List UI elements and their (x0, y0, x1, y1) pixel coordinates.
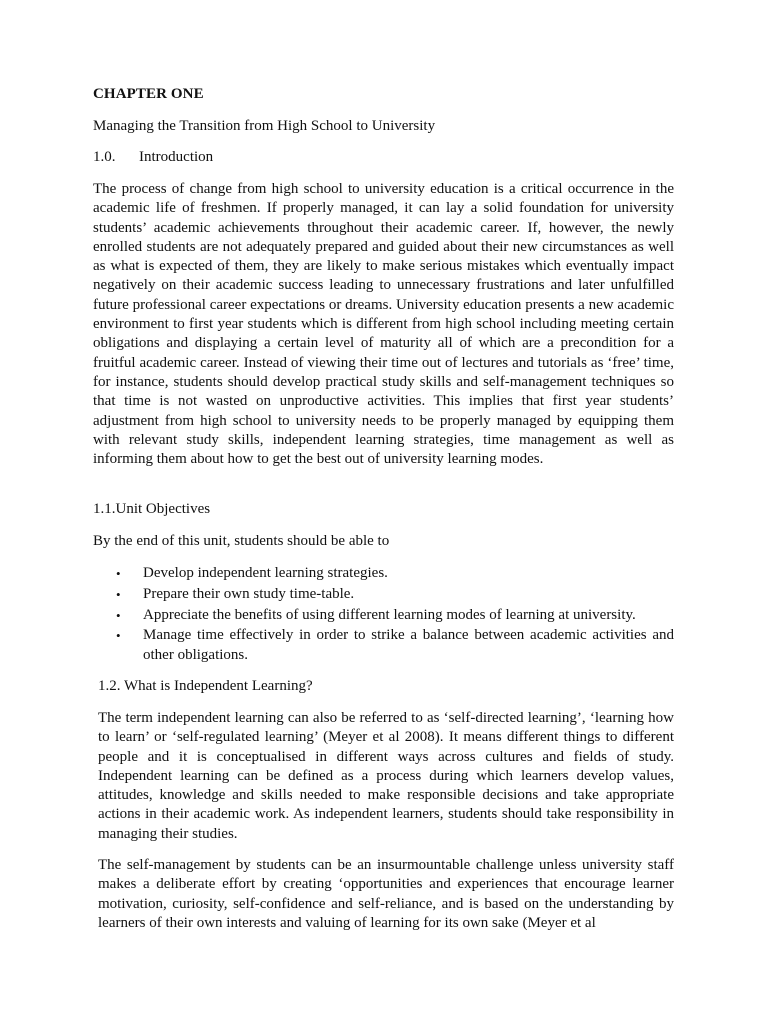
list-item (116, 585, 674, 604)
independent-learning-paragraph-2: The self-management by students can be an insurmountable challenge unless university staff makes a deliberate effort by creating ‘opportunities and experiences that encourage learner motivation, curiosity, self-confidence and self-reliance, and is based on the understanding by learners of their own interests and valuing of learning for its own sake (Meyer et al (98, 857, 674, 931)
chapter-title: CHAPTER ONE (93, 86, 204, 102)
list-item (116, 606, 674, 625)
introduction-paragraph: The process of change from high school to university education is a critical occurrence in the academic life of freshmen. If properly managed, it can lay a solid foundation for university students’ academic achievements throughout their academic career. If, however, the newly enrolled students are not adequately prepared and guided about their new circumstances as well as what is expected of them, they are likely to make serious mistakes which eventually impact negatively on their academic success leading to unnecessary frustrations and later unfulfilled future professional career expectations or dreams. University education presents a new academic environment to first year students which is different from high school including meeting certain obligations and displaying a certain level of maturity all of which are a precondition for a fruitful academic career. Instead of viewing their time out of lectures and tutorials as ‘free’ time, for instance, students should develop practical study skills and self-management techniques so that time is not wasted on unproductive activities. This implies that first year students’ adjustment from high school to university needs to be properly managed by equipping them with relevant study skills, independent learning strategies, time management as well as informing them about how to get the best out of university learning modes. (93, 181, 674, 468)
independent-learning-paragraph-1: The term independent learning can also be referred to as ‘self-directed learning’, ‘learning how to learn’ or ‘self-regulated learning’ (Meyer et al 2008). It means different things to different people and it is conceptualised in different ways across cultures and fields of study. Independent learning can be defined as a process during which learners develop values, attitudes, knowledge and skills needed to make responsible decisions and take appropriate actions in their academic work. As independent learners, students should take responsibility in managing their studies. (98, 710, 674, 842)
list-item (116, 626, 674, 665)
list-item-text: Manage time effectively in order to strike a balance between academic activities and other obligations. (143, 627, 674, 663)
bullet-icon: • (116, 628, 121, 644)
bullet-icon: • (116, 607, 121, 623)
section-number: 1.0. (93, 149, 116, 165)
list-item-text: Prepare their own study time-table. (143, 585, 355, 602)
section-heading-independent-learning: 1.2. What is Independent Learning? (98, 678, 313, 694)
section-heading-introduction (93, 149, 213, 166)
chapter-subtitle: Managing the Transition from High School to University (93, 118, 436, 134)
bullet-icon: • (116, 586, 121, 602)
list-item (116, 564, 674, 583)
section-heading-unit-objectives: 1.1.Unit Objectives (93, 501, 211, 517)
objectives-lead-text: By the end of this unit, students should be able to (93, 533, 390, 549)
section-title: Introduction (139, 149, 214, 165)
list-item-text: Appreciate the benefits of using different learning modes of learning at university. (143, 606, 636, 623)
list-item-text: Develop independent learning strategies. (143, 565, 388, 581)
bullet-icon: • (116, 566, 121, 581)
objectives-list (116, 564, 674, 666)
